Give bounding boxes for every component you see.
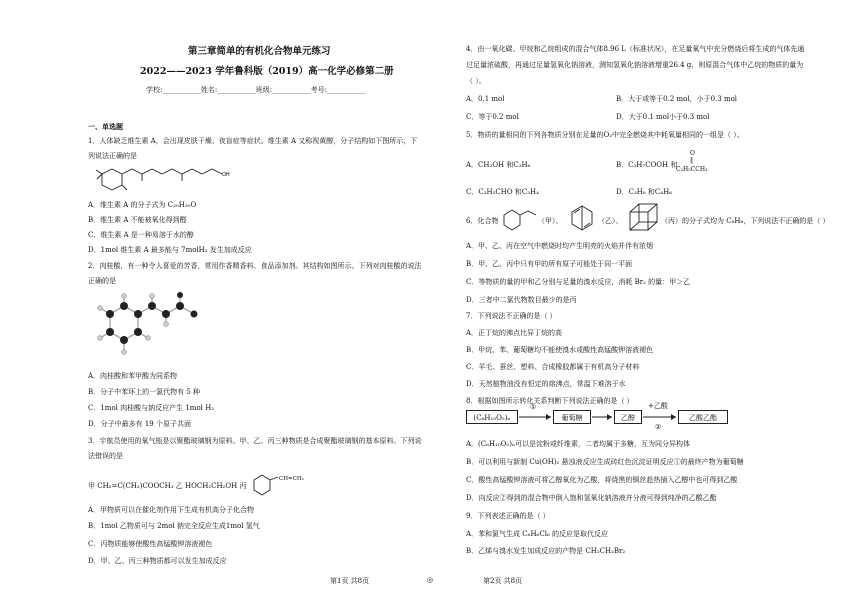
- q3-text-line2: 法错误的是: [88, 452, 123, 460]
- ketone-o: O: [690, 150, 695, 157]
- q5-text: 5．物质的量相同的下列各物质分别在足量的O₂中完全燃烧其中耗氧量相同的一组是（ ）。: [466, 131, 744, 139]
- q8-option-d: D．向反应②得到的混合物中倒入饱和氢氧化钠溶液并分液可得到纯净的乙酸乙酯: [466, 494, 717, 502]
- q9-text: 9．下列表述正确的是（ ）: [466, 512, 550, 520]
- q6-prefix: 6．化合物: [466, 217, 499, 225]
- q4-option-d: D．大于0.1 mol小于0.3 mol: [616, 113, 710, 121]
- q3-option-b: B．1mol 乙物质可与 2mol 钠完全反应生成1mol 氢气: [88, 522, 260, 530]
- q1-text-line2: 列说法正确的是: [88, 152, 137, 160]
- q5-option-c: C．C₂H₅CHO 和C₃H₄: [466, 188, 539, 196]
- q2-option-d: D．分子中最多有 19 个原子共面: [88, 420, 191, 428]
- q1-text-line1: 1．人体缺乏维生素 A，会出现皮肤干燥、夜盲症等症状。维生素 A 又称视黄醇，分子结构如下图所示，下: [88, 137, 418, 145]
- q1-option-b: B．维生素 A 不能被氧化得到醛: [88, 216, 187, 224]
- q1-option-d: D．1mol 维生素 A 最多能与 7molH₂ 发生加成反应: [88, 246, 252, 254]
- q2-option-b: B．分子中苯环上的一氯代物有 5 种: [88, 388, 201, 396]
- ketone-formula: C₂H₅CCH₃: [676, 166, 708, 173]
- footer-page-left: 第1页 共8页: [330, 577, 370, 585]
- section-heading: 一、单选题: [88, 122, 123, 131]
- q4-option-a: A．0.1 mol: [466, 95, 505, 103]
- ketone-double-bond: ‖: [690, 157, 693, 164]
- step2-label: ②: [655, 423, 662, 431]
- q3-option-c: C．丙物质能够使酸性高锰酸钾溶液褪色: [88, 540, 213, 548]
- doc-subtitle: 2022——2023 学年鲁科版（2019）高一化学必修第二册: [140, 66, 394, 77]
- student-info-line: 学校:___________姓名:___________班级:___________考号:___________: [146, 86, 366, 94]
- vitamin-a-structure: [94, 168, 244, 194]
- footer-separator: ◎: [427, 576, 434, 584]
- styrene-jia-structure: [500, 207, 540, 231]
- q7-option-c: C．羊毛、蚕丝、塑料、合成橡胶都属于有机高分子材料: [466, 363, 640, 371]
- q7-text: 7．下列说法不正确的是（ ）: [466, 312, 557, 320]
- q4-text-line3: （ ）。: [466, 77, 486, 85]
- q4-text-line2: 过足量浓硫酸，再通过足量氢氧化钠溶液，测知氢氧化钠溶液增重26.4 g，则原混合气体中乙烷的物质的量为: [466, 61, 804, 69]
- q1-option-a: A．维生素 A 的分子式为 C₂₀H₃₀O: [88, 201, 197, 209]
- q5-option-d: D．C₃H₈ 和C₄H₆: [616, 188, 672, 196]
- q2-text-line2: 正确的是: [88, 277, 116, 285]
- q9-option-b: B．乙烯与溴水发生加成反应的产物是 CH₂CH₂Br₂: [466, 547, 626, 555]
- q3-option-a: A．甲物质可以在催化剂作用下生成有机高分子化合物: [88, 506, 255, 514]
- oh-label: OH: [222, 172, 230, 178]
- q3-option-d: D．甲、乙、丙三种物质都可以发生加成反应: [88, 557, 227, 565]
- q2-option-c: C．1mol 肉桂酸与钠反应产生 1mol H₂: [88, 404, 215, 412]
- q3-text-line1: 3．宇航员使用的氧气瓶是以聚酯玻璃钢为原料。甲、乙、丙三种物质是合成聚酯玻璃钢的基本原料。下列说: [88, 437, 422, 445]
- flow-box-glucose: 葡萄糖: [553, 410, 591, 424]
- flow-arrows: [458, 404, 738, 432]
- flow-box-ethyl-acetate: 乙酸乙酯: [678, 410, 728, 424]
- q4-option-b: B．大于或等于0.2 mol，小于0.3 mol: [616, 95, 738, 103]
- q8-option-b: B．可以利用与新制 Cu(OH)₂ 悬浊液反应生成砖红色沉淀证明反应①的最终产物为葡萄糖: [466, 458, 744, 466]
- vinyl-label: CH=CH₂: [279, 476, 304, 482]
- bicyclic-yi-structure: [568, 204, 596, 232]
- q6-option-c: C．等物质的量的甲和乙分别与足量的溴水反应，消耗 Br₂ 的量：甲＞乙: [466, 278, 691, 286]
- q5-option-a: A．CH₃OH 和C₃H₆: [466, 161, 531, 169]
- q6-option-a: A．甲、乙、丙在空气中燃烧时均产生明亮的火焰并伴有浓烟: [466, 242, 654, 250]
- q5-option-b: B．C₃H₇COOH 和: [616, 161, 678, 169]
- reagent-label: +乙酸: [648, 402, 668, 410]
- q4-text-line1: 4．由一氧化碳、甲烷和乙烷组成的混合气体8.96 L（标准状况），在足量氧气中充分燃烧后将生成的气体先通: [466, 45, 805, 53]
- q6-suffix: （丙）的分子式均为 C₈H₈，下列说法不正确的是（ ）: [661, 217, 830, 225]
- styrene-structure: [248, 472, 318, 498]
- flow-box-polysaccharide: (C₆H₁₀O₅)ₙ: [466, 410, 518, 424]
- q1-option-c: C．维生素 A 是一种易溶于水的醇: [88, 231, 194, 239]
- cubane-bing-structure: [628, 202, 660, 232]
- q6-mid-2: （乙）、: [598, 217, 623, 225]
- doc-title: 第三章简单的有机化合物单元练习: [188, 46, 331, 57]
- q8-text: 8．根据如图所示转化关系判断下列说法正确的是（ ）: [466, 397, 634, 405]
- q4-option-c: C．等于0.2 mol: [466, 113, 519, 121]
- q7-option-a: A．正丁烷的沸点比异丁烷的高: [466, 329, 563, 337]
- q3-structures: 甲 CH₂=C(CH₃)COOCH₃ 乙 HOCH₂CH₂OH 丙: [88, 482, 247, 490]
- q8-option-c: C．酸性高锰酸钾溶液可将乙醇氧化为乙酸，将烧黑的铜丝趁热插入乙醇中也可得到乙酸: [466, 476, 738, 484]
- q6-option-d: D．三者中二氯代物数目最少的是丙: [466, 296, 577, 304]
- q2-option-a: A．肉桂酸和苯甲酸为同系物: [88, 372, 178, 380]
- q8-option-a: A．(C₆H₁₀O₅)ₙ可以是淀粉或纤维素，二者均属于多糖，互为同分异构体: [466, 440, 690, 448]
- q7-option-b: B．甲烷、苯、葡萄糖均不能使溴水或酸性高锰酸钾溶液褪色: [466, 346, 654, 354]
- q9-option-a: A．苯和氯气生成 C₆H₆Cl₆ 的反应是取代反应: [466, 530, 608, 538]
- flow-box-ethanol: 乙醇: [614, 410, 642, 424]
- step1-label: ①: [530, 403, 537, 411]
- cinnamic-acid-model: [94, 292, 204, 364]
- q7-option-d: D．天然植物油没有恒定的熔沸点，常温下难溶于水: [466, 380, 626, 388]
- q6-option-b: B．甲、乙、丙中只有甲的所有原子可能处于同一平面: [466, 260, 633, 268]
- q6-mid-1: （甲）、: [538, 217, 563, 225]
- q2-text-line1: 2．肉桂酸，有一种令人喜爱的芳香，常用作香精香料、食品添加剂。其结构如图所示。下列对肉桂酸的说法: [88, 262, 422, 270]
- footer-page-right: 第2页 共8页: [483, 577, 523, 585]
